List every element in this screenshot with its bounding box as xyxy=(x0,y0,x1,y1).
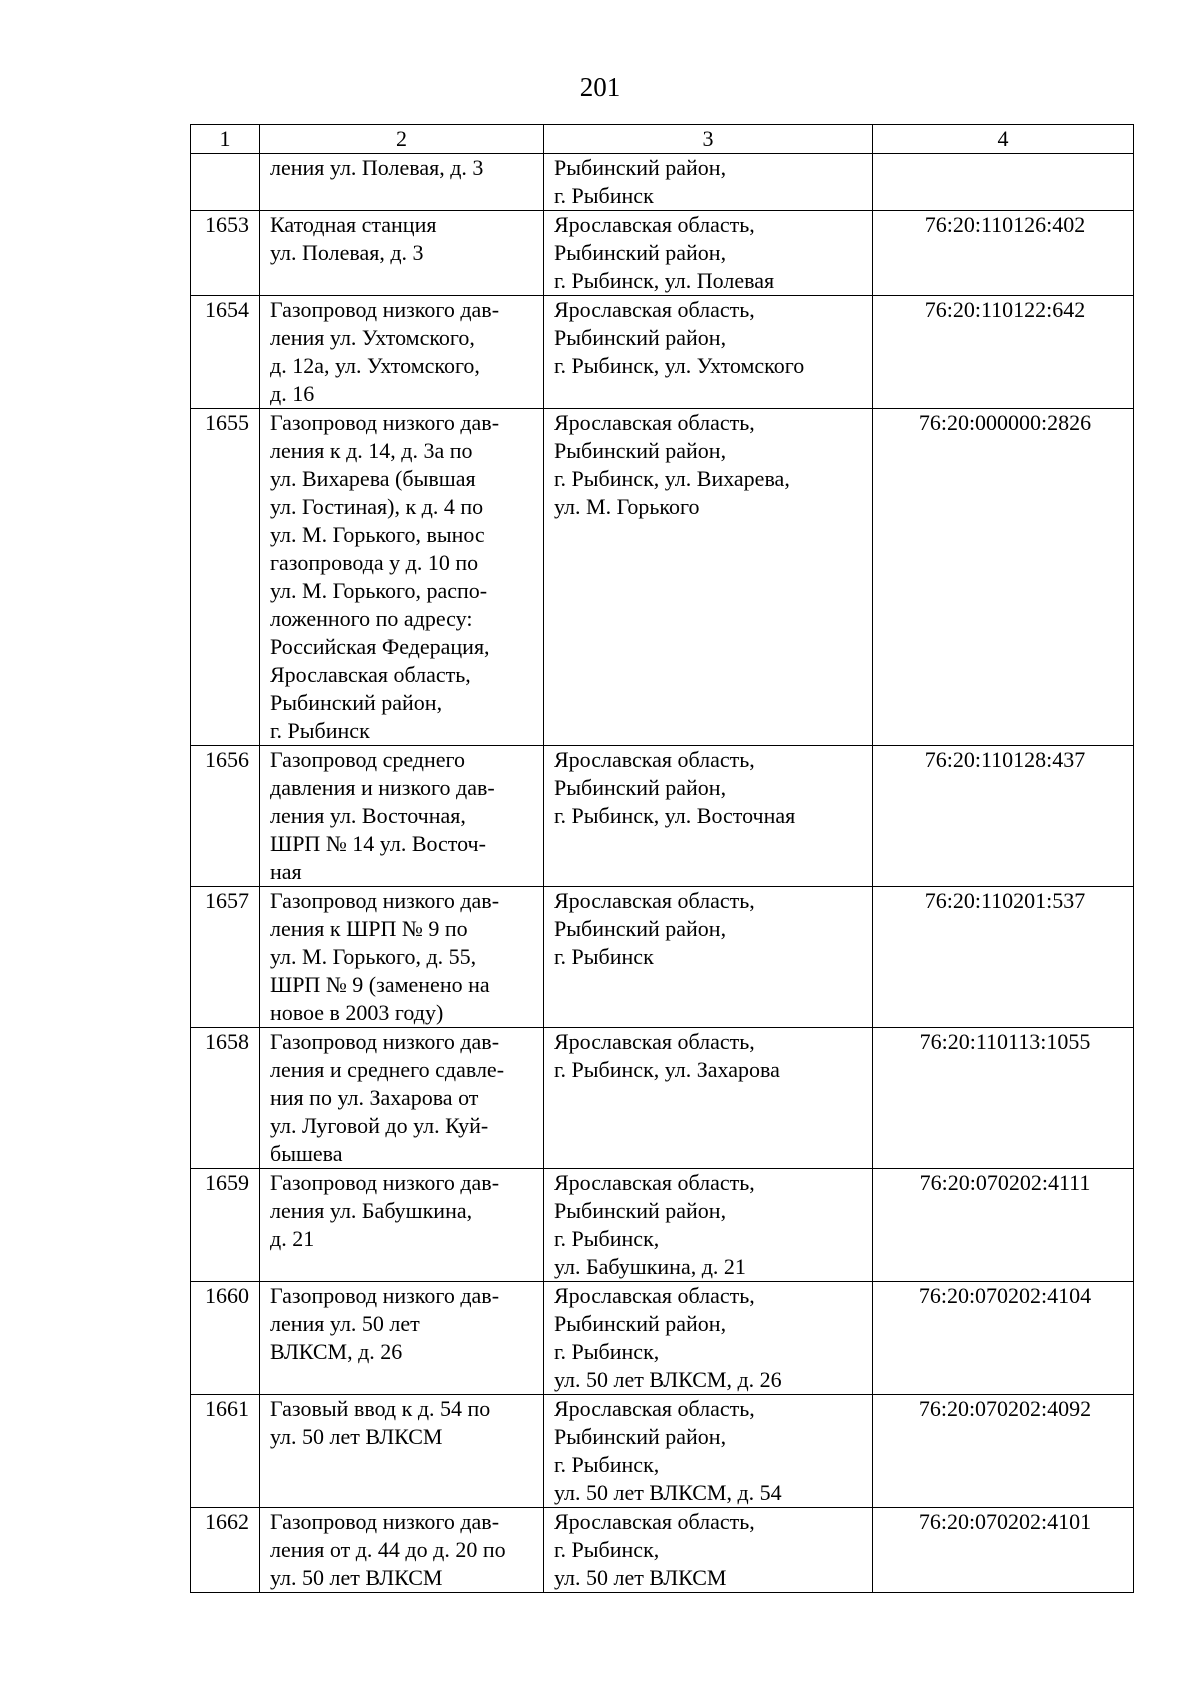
object-name-line: Газовый ввод к д. 54 по xyxy=(270,1396,491,1421)
cadastral-number: 76:20:110113:1055 xyxy=(873,1028,1134,1169)
address-line: Ярославская область, xyxy=(554,1029,755,1054)
address-cell xyxy=(544,1508,873,1593)
object-name-line: давления и низкого дав- xyxy=(270,775,495,800)
address-line: г. Рыбинск xyxy=(554,183,654,208)
object-name-cell xyxy=(260,1169,544,1282)
table-row xyxy=(191,1282,1134,1395)
object-name-line: ул. М. Горького, распо- xyxy=(270,578,488,603)
object-name-line: Газопровод низкого дав- xyxy=(270,1170,500,1195)
object-name-line: ления и среднего сдавле- xyxy=(270,1057,505,1082)
object-name-line: ул. 50 лет ВЛКСМ xyxy=(270,1424,443,1449)
object-name-line: ул. Полевая, д. 3 xyxy=(270,240,424,265)
address-cell xyxy=(544,211,873,296)
address-cell xyxy=(544,1395,873,1508)
address-cell xyxy=(544,746,873,887)
row-number: 1658 xyxy=(191,1028,260,1169)
object-name-line: Рыбинский район, xyxy=(270,690,443,715)
address-line: г. Рыбинск, ул. Полевая xyxy=(554,268,775,293)
address-line: Ярославская область, xyxy=(554,297,755,322)
row-number: 1659 xyxy=(191,1169,260,1282)
object-name-cell xyxy=(260,1282,544,1395)
object-name-cell xyxy=(260,887,544,1028)
object-name-line: Газопровод низкого дав- xyxy=(270,888,500,913)
object-name-cell xyxy=(260,1028,544,1169)
object-name-line: Катодная станция xyxy=(270,212,437,237)
object-name-cell xyxy=(260,746,544,887)
address-cell xyxy=(544,1169,873,1282)
address-line: Ярославская область, xyxy=(554,747,755,772)
cadastral-number: 76:20:110122:642 xyxy=(873,296,1134,409)
table-row xyxy=(191,296,1134,409)
address-line: г. Рыбинск, xyxy=(554,1339,660,1364)
row-number: 1656 xyxy=(191,746,260,887)
table-row xyxy=(191,409,1134,746)
object-name-line: Газопровод низкого дав- xyxy=(270,1283,500,1308)
address-line: г. Рыбинск, ул. Захарова xyxy=(554,1057,780,1082)
cadastral-number: 76:20:000000:2826 xyxy=(873,409,1134,746)
object-name-line: Газопровод среднего xyxy=(270,747,466,772)
object-name-cell xyxy=(260,211,544,296)
address-cell xyxy=(544,296,873,409)
address-line: Ярославская область, xyxy=(554,888,755,913)
table-row xyxy=(191,887,1134,1028)
object-name-cell xyxy=(260,154,544,211)
object-name-line: ния по ул. Захарова от xyxy=(270,1085,479,1110)
column-header-4: 4 xyxy=(873,125,1134,154)
table-row xyxy=(191,1169,1134,1282)
object-name-line: ВЛКСМ, д. 26 xyxy=(270,1339,403,1364)
row-number: 1657 xyxy=(191,887,260,1028)
table-row xyxy=(191,154,1134,211)
column-header-1: 1 xyxy=(191,125,260,154)
cadastral-number: 76:20:070202:4104 xyxy=(873,1282,1134,1395)
object-name-line: д. 21 xyxy=(270,1226,315,1251)
address-line: ул. 50 лет ВЛКСМ, д. 26 xyxy=(554,1367,782,1392)
cadastral-number: 76:20:070202:4092 xyxy=(873,1395,1134,1508)
address-cell xyxy=(544,887,873,1028)
address-line: г. Рыбинск, ул. Вихарева, xyxy=(554,466,790,491)
address-line: г. Рыбинск, xyxy=(554,1226,660,1251)
object-name-line: газопровода у д. 10 по xyxy=(270,550,479,575)
object-name-line: Российская Федерация, xyxy=(270,634,490,659)
object-name-line: Газопровод низкого дав- xyxy=(270,1509,500,1534)
page-number: 201 xyxy=(579,72,621,102)
address-line: ул. 50 лет ВЛКСМ, д. 54 xyxy=(554,1480,782,1505)
address-line: г. Рыбинск, xyxy=(554,1537,660,1562)
object-name-line: Газопровод низкого дав- xyxy=(270,297,500,322)
object-name-line: ления к ШРП № 9 по xyxy=(270,916,468,941)
row-number: 1662 xyxy=(191,1508,260,1593)
address-line: ул. Бабушкина, д. 21 xyxy=(554,1254,746,1279)
address-cell xyxy=(544,1282,873,1395)
address-line: Рыбинский район, xyxy=(554,240,727,265)
object-name-line: ления ул. Бабушкина, xyxy=(270,1198,473,1223)
object-name-line: ная xyxy=(270,859,302,884)
object-name-line: ШРП № 14 ул. Восточ- xyxy=(270,831,486,856)
table-row xyxy=(191,1508,1134,1593)
address-line: Ярославская область, xyxy=(554,1509,755,1534)
object-name-line: г. Рыбинск xyxy=(270,718,370,743)
object-name-cell xyxy=(260,1395,544,1508)
object-name-line: ул. Вихарева (бывшая xyxy=(270,466,476,491)
address-line: ул. М. Горького xyxy=(554,494,700,519)
address-line: Ярославская область, xyxy=(554,1396,755,1421)
address-line: Ярославская область, xyxy=(554,1283,755,1308)
object-name-line: ул. Луговой до ул. Куй- xyxy=(270,1113,489,1138)
row-number: 1653 xyxy=(191,211,260,296)
address-line: Ярославская область, xyxy=(554,410,755,435)
row-number: 1661 xyxy=(191,1395,260,1508)
object-name-line: ления к д. 14, д. 3а по xyxy=(270,438,473,463)
address-line: Рыбинский район, xyxy=(554,155,727,180)
address-cell xyxy=(544,409,873,746)
object-name-line: ул. Гостиная), к д. 4 по xyxy=(270,494,484,519)
object-name-line: д. 16 xyxy=(270,381,315,406)
header-row xyxy=(191,125,1134,154)
address-line: Ярославская область, xyxy=(554,1170,755,1195)
address-line: Рыбинский район, xyxy=(554,438,727,463)
address-line: г. Рыбинск, ул. Восточная xyxy=(554,803,796,828)
object-name-cell xyxy=(260,296,544,409)
address-line: Рыбинский район, xyxy=(554,1311,727,1336)
object-name-line: ления ул. 50 лет xyxy=(270,1311,420,1336)
row-number: 1654 xyxy=(191,296,260,409)
address-line: ул. 50 лет ВЛКСМ xyxy=(554,1565,727,1590)
object-name-cell xyxy=(260,409,544,746)
object-name-line: ления от д. 44 до д. 20 по xyxy=(270,1537,506,1562)
row-number: 1660 xyxy=(191,1282,260,1395)
address-cell xyxy=(544,154,873,211)
object-name-line: д. 12а, ул. Ухтомского, xyxy=(270,353,480,378)
object-name-line: бышева xyxy=(270,1141,343,1166)
table-row xyxy=(191,211,1134,296)
object-name-line: ШРП № 9 (заменено на xyxy=(270,972,490,997)
object-name-line: ления ул. Ухтомского, xyxy=(270,325,475,350)
column-header-3: 3 xyxy=(544,125,873,154)
address-line: г. Рыбинск, ул. Ухтомского xyxy=(554,353,805,378)
object-name-line: ления ул. Восточная, xyxy=(270,803,466,828)
cadastral-number xyxy=(873,154,1134,211)
address-line: Рыбинский район, xyxy=(554,916,727,941)
object-name-line: Газопровод низкого дав- xyxy=(270,410,500,435)
address-line: Рыбинский район, xyxy=(554,1424,727,1449)
row-number: 1655 xyxy=(191,409,260,746)
object-name-line: новое в 2003 году) xyxy=(270,1000,444,1025)
object-name-line: ул. 50 лет ВЛКСМ xyxy=(270,1565,443,1590)
address-line: Рыбинский район, xyxy=(554,1198,727,1223)
address-line: г. Рыбинск xyxy=(554,944,654,969)
object-name-line: Ярославская область, xyxy=(270,662,471,687)
cadastral-number: 76:20:070202:4101 xyxy=(873,1508,1134,1593)
object-name-line: ул. М. Горького, вынос xyxy=(270,522,485,547)
table-row xyxy=(191,1395,1134,1508)
object-name-line: ул. М. Горького, д. 55, xyxy=(270,944,477,969)
object-name-line: ложенного по адресу: xyxy=(270,606,473,631)
cadastral-number: 76:20:110128:437 xyxy=(873,746,1134,887)
registry-table xyxy=(190,124,1134,1593)
address-line: Рыбинский район, xyxy=(554,775,727,800)
address-cell xyxy=(544,1028,873,1169)
object-name-line: Газопровод низкого дав- xyxy=(270,1029,500,1054)
address-line: Ярославская область, xyxy=(554,212,755,237)
cadastral-number: 76:20:110126:402 xyxy=(873,211,1134,296)
address-line: Рыбинский район, xyxy=(554,325,727,350)
object-name-line: ления ул. Полевая, д. 3 xyxy=(270,155,484,180)
table-row xyxy=(191,746,1134,887)
cadastral-number: 76:20:110201:537 xyxy=(873,887,1134,1028)
table-row xyxy=(191,1028,1134,1169)
address-line: г. Рыбинск, xyxy=(554,1452,660,1477)
column-header-2: 2 xyxy=(260,125,544,154)
cadastral-number: 76:20:070202:4111 xyxy=(873,1169,1134,1282)
object-name-cell xyxy=(260,1508,544,1593)
row-number xyxy=(191,154,260,211)
